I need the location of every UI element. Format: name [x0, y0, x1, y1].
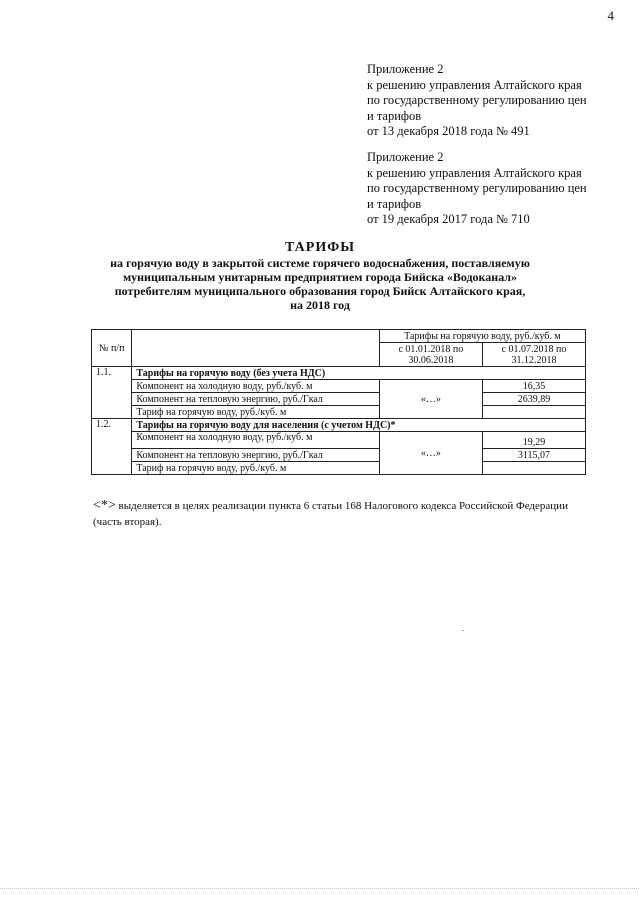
appendix-line: и тарифов — [367, 196, 422, 211]
header-period-1: с 01.01.2018 по 30.06.2018 — [379, 343, 482, 367]
placeholder-cell: «…» — [379, 380, 482, 419]
row-number: 1.1. — [92, 367, 132, 419]
placeholder-cell: «…» — [379, 432, 482, 475]
row-label-cold: Компонент на холодную воду, руб./куб. м — [132, 380, 379, 393]
value-heat: 3115,07 — [482, 449, 585, 462]
value-heat: 2639,89 — [482, 393, 585, 406]
document-title — [100, 240, 540, 312]
value-total-empty — [482, 406, 585, 419]
value-total-empty — [482, 462, 585, 475]
appendix-line: и тарифов — [367, 108, 422, 123]
title-line: на 2018 год — [290, 298, 350, 312]
footnote-text: выделяется в целях реализации пункта 6 статьи 168 Налогового кодекса Российской Федерации (часть вторая). — [93, 500, 568, 528]
row-number: 1.2. — [92, 419, 132, 475]
row-label-cold: Компонент на холодную воду, руб./куб. м — [132, 432, 379, 449]
appendix-current — [367, 62, 587, 140]
appendix-line: Приложение 2 — [367, 150, 444, 164]
appendix-line: к решению управления Алтайского края — [367, 77, 582, 92]
section-title: Тарифы на горячую воду для населения (с учетом НДС)* — [132, 419, 586, 432]
page-number: 4 — [607, 8, 614, 23]
header-empty — [132, 330, 379, 367]
row-label-total: Тариф на горячую воду, руб./куб. м — [132, 406, 379, 419]
title-heading: ТАРИФЫ — [285, 240, 355, 255]
appendix-line: от 13 декабря 2018 года № 491 — [367, 124, 530, 138]
scan-edge-line — [0, 888, 639, 889]
tariffs-table — [91, 329, 586, 475]
footnote-mark: <*> — [93, 498, 116, 513]
scan-artifact — [462, 630, 464, 631]
header-num: № п/п — [92, 330, 132, 367]
header-period-2: с 01.07.2018 по 31.12.2018 — [482, 343, 585, 367]
title-line: потребителям муниципального образования город Бийск Алтайского края, — [114, 284, 526, 298]
title-line: на горячую воду в закрытой системе горячего водоснабжения, поставляемую — [110, 256, 530, 270]
row-label-total: Тариф на горячую воду, руб./куб. м — [132, 462, 379, 475]
appendix-line: Приложение 2 — [367, 62, 444, 76]
value-cold: 19,29 — [482, 432, 585, 449]
row-label-heat: Компонент на тепловую энергию, руб./Гкал — [132, 449, 379, 462]
appendix-line: по государственному регулированию цен — [367, 181, 587, 195]
appendix-previous — [367, 150, 587, 228]
appendix-line: к решению управления Алтайского края — [367, 165, 582, 180]
title-line: муниципальным унитарным предприятием города Бийска «Водоканал» — [122, 270, 518, 284]
row-label-heat: Компонент на тепловую энергию, руб./Гкал — [132, 393, 379, 406]
value-cold: 16,35 — [482, 380, 585, 393]
appendix-line: от 19 декабря 2017 года № 710 — [367, 212, 530, 226]
footnote — [93, 498, 593, 530]
appendix-line: по государственному регулированию цен — [367, 93, 587, 107]
header-group: Тарифы на горячую воду, руб./куб. м — [379, 330, 585, 343]
section-title: Тарифы на горячую воду (без учета НДС) — [132, 367, 586, 380]
